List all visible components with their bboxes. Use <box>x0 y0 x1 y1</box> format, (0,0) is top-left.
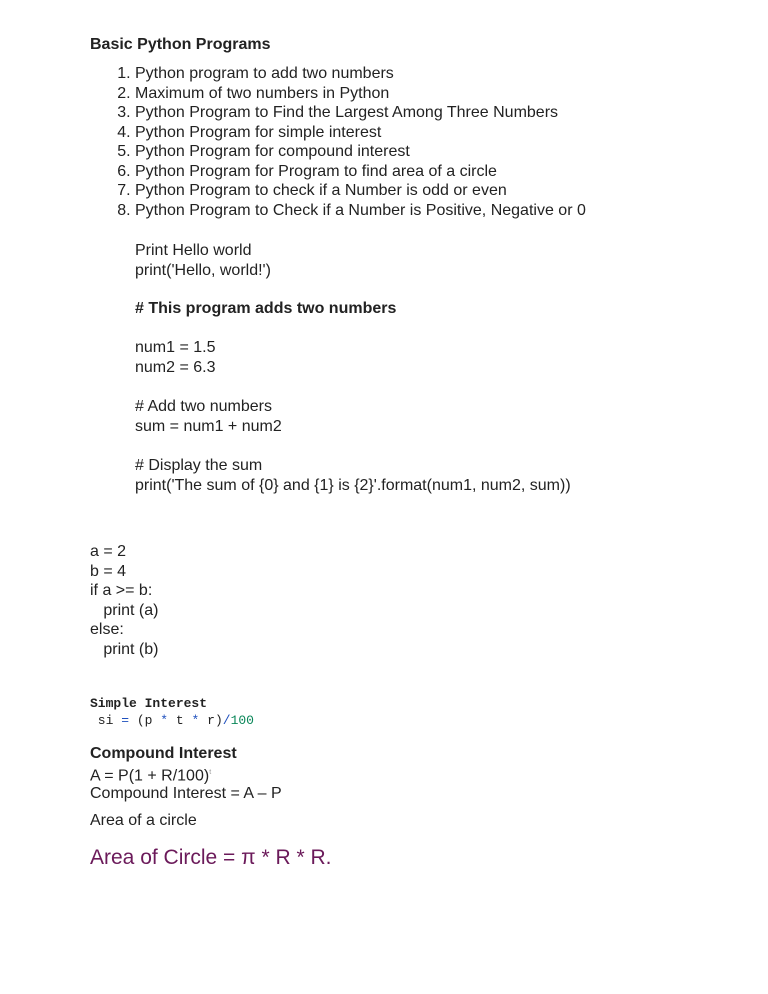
si-open: (p <box>136 713 153 728</box>
max-code-block <box>90 542 158 659</box>
display-comment: # Display the sum <box>135 457 263 474</box>
area-formula: Area of Circle = π * R * R. <box>90 846 332 869</box>
si-star: * <box>160 713 169 728</box>
code-line: print (b) <box>90 640 159 658</box>
compound-formula-line <box>90 764 282 786</box>
list-item: 7. Python Program to check if a Number is odd or even <box>135 181 586 201</box>
area-label: Area of a circle <box>90 812 197 829</box>
list-item: 6. Python Program for Program to find area of a circle <box>135 162 586 182</box>
add-comment: # Add two numbers <box>135 398 272 415</box>
list-item: 3. Python Program to Find the Largest Among Three Numbers <box>135 103 586 123</box>
si-hundred: 100 <box>230 713 254 728</box>
code-line: if a >= b: <box>90 582 153 599</box>
si-star: * <box>191 713 200 728</box>
si-equals: = <box>121 713 130 728</box>
hello-block <box>135 241 271 280</box>
print-line: print('The sum of {0} and {1} is {2}'.format(num1, num2, sum)) <box>135 476 571 494</box>
compound-interest-block <box>90 745 282 804</box>
list-item: 1. Python program to add two numbers <box>135 64 586 84</box>
display-block <box>135 456 571 495</box>
compound-sup: t <box>209 768 212 776</box>
code-line: a = 2 <box>90 543 127 560</box>
si-var: si <box>90 713 114 728</box>
add-block <box>135 397 282 436</box>
page-heading: Basic Python Programs <box>90 36 271 53</box>
compound-formula: A = P(1 + R/100) <box>90 766 210 784</box>
compound-title: Compound Interest <box>90 745 237 762</box>
hello-title: Print Hello world <box>135 242 252 259</box>
sum-line: sum = num1 + num2 <box>135 417 282 435</box>
compound-ci-line: Compound Interest = A – P <box>90 785 282 803</box>
num-assignments <box>135 338 216 377</box>
list-item: 5. Python Program for compound interest <box>135 142 586 162</box>
list-item: 8. Python Program to Check if a Number is Positive, Negative or 0 <box>135 201 586 221</box>
si-t: t <box>175 713 184 728</box>
si-r: r) <box>207 713 223 728</box>
code-line: print (a) <box>90 601 159 619</box>
simple-interest-title: Simple Interest <box>90 696 208 711</box>
simple-interest-code <box>90 712 254 729</box>
list-item: 2. Maximum of two numbers in Python <box>135 84 586 104</box>
list-item: 4. Python Program for simple interest <box>135 123 586 143</box>
si-div: / <box>222 713 231 728</box>
code-line: b = 4 <box>90 562 127 580</box>
add-comment-heading: # This program adds two numbers <box>135 300 397 317</box>
code-line: else: <box>90 621 124 638</box>
programs-list <box>90 64 586 220</box>
hello-code: print('Hello, world!') <box>135 261 271 279</box>
num2-line: num2 = 6.3 <box>135 358 216 376</box>
num1-line: num1 = 1.5 <box>135 339 216 356</box>
